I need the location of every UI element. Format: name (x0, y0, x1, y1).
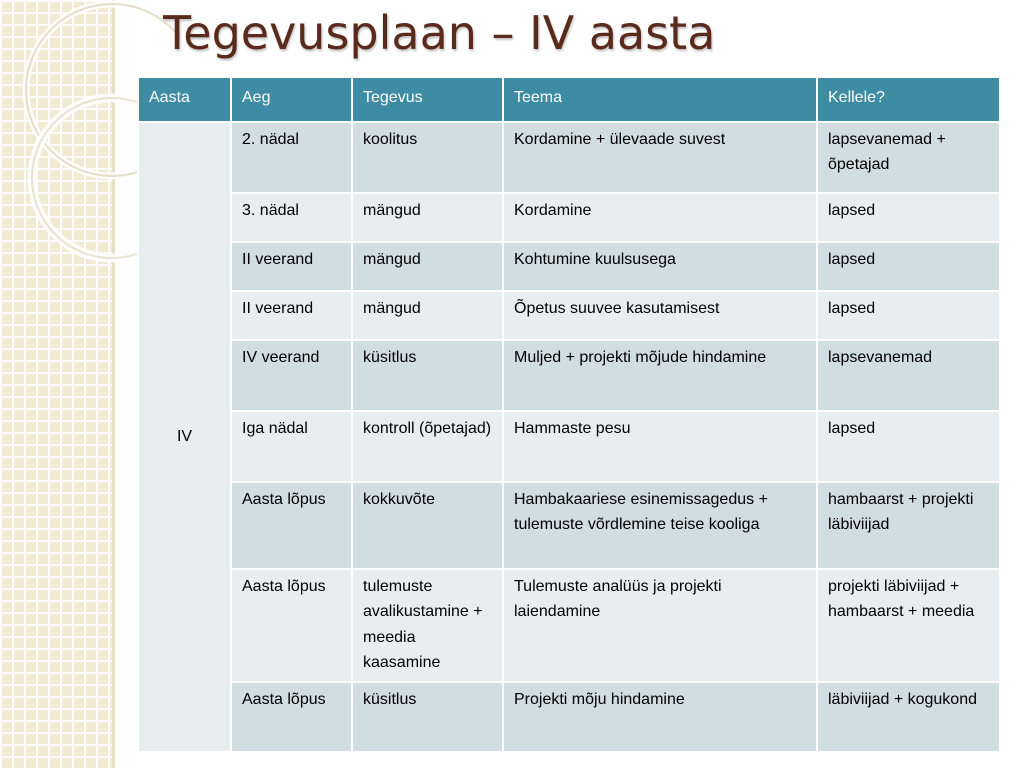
tegevus-cell: mängud (352, 242, 503, 291)
kellele-cell: lapsevanemad (817, 340, 1000, 411)
teema-cell: Hammaste pesu (503, 411, 817, 482)
table-row (138, 340, 1000, 411)
table-row (138, 569, 1000, 682)
tegevus-cell: küsitlus (352, 340, 503, 411)
teema-cell: Õpetus suuvee kasutamisest (503, 291, 817, 340)
teema-cell: Projekti mõju hindamine (503, 682, 817, 752)
teema-cell: Muljed + projekti mõjude hindamine (503, 340, 817, 411)
aeg-cell: 2. nädal (231, 122, 352, 193)
table-header-row (138, 77, 1000, 122)
kellele-cell: lapsed (817, 291, 1000, 340)
kellele-cell: projekti läbiviijad + hambaarst + meedia (817, 569, 1000, 682)
aeg-cell: IV veerand (231, 340, 352, 411)
aeg-cell: Aasta lõpus (231, 682, 352, 752)
kellele-cell: lapsevanemad + õpetajad (817, 122, 1000, 193)
column-header-teema: Teema (503, 77, 817, 122)
table-row (138, 242, 1000, 291)
table-row (138, 193, 1000, 242)
aeg-cell: Aasta lõpus (231, 482, 352, 569)
aasta-cell: IV (138, 122, 231, 752)
table-row (138, 291, 1000, 340)
tegevus-cell: küsitlus (352, 682, 503, 752)
teema-cell: Tulemuste analüüs ja projekti laiendamine (503, 569, 817, 682)
tegevus-cell: mängud (352, 291, 503, 340)
teema-cell: Kordamine (503, 193, 817, 242)
kellele-cell: lapsed (817, 411, 1000, 482)
column-header-aeg: Aeg (231, 77, 352, 122)
tegevus-cell: kokkuvõte (352, 482, 503, 569)
tegevus-cell: kontroll (õpetajad) (352, 411, 503, 482)
kellele-cell: lapsed (817, 242, 1000, 291)
kellele-cell: lapsed (817, 193, 1000, 242)
kellele-cell: hambaarst + projekti läbiviijad (817, 482, 1000, 569)
page-title: Tegevusplaan – IV aasta (163, 6, 716, 60)
table-row (138, 411, 1000, 482)
table-row (138, 122, 1000, 193)
column-header-tegevus: Tegevus (352, 77, 503, 122)
column-header-aasta: Aasta (138, 77, 231, 122)
tegevus-cell: tulemuste avalikustamine + meedia kaasamine (352, 569, 503, 682)
table-row (138, 482, 1000, 569)
kellele-cell: läbiviijad + kogukond (817, 682, 1000, 752)
tegevus-cell: mängud (352, 193, 503, 242)
aeg-cell: Iga nädal (231, 411, 352, 482)
aeg-cell: Aasta lõpus (231, 569, 352, 682)
aeg-cell: 3. nädal (231, 193, 352, 242)
table-row (138, 682, 1000, 752)
aeg-cell: II veerand (231, 242, 352, 291)
column-header-kellele: Kellele? (817, 77, 1000, 122)
tegevus-cell: koolitus (352, 122, 503, 193)
teema-cell: Kohtumine kuulsusega (503, 242, 817, 291)
teema-cell: Hambakaariese esinemissagedus + tulemuste võrdlemine teise kooliga (503, 482, 817, 569)
teema-cell: Kordamine + ülevaade suvest (503, 122, 817, 193)
activity-plan-table (137, 76, 1001, 753)
aeg-cell: II veerand (231, 291, 352, 340)
